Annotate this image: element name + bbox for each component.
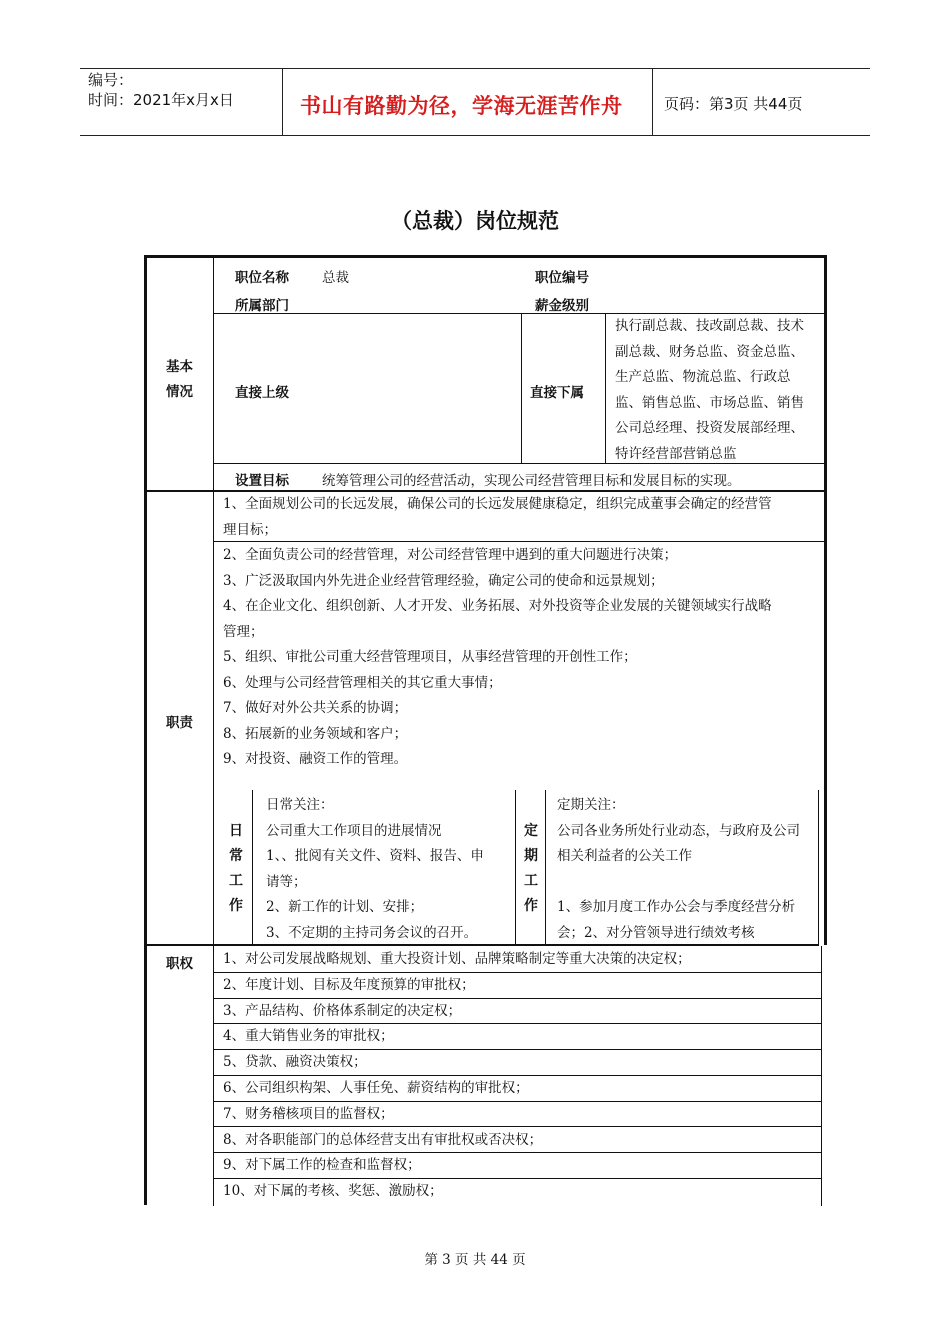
- authority-item: 2、年度计划、目标及年度预算的审批权；: [223, 976, 475, 993]
- subordinate-divider: [605, 313, 606, 463]
- page-footer: 第 3 页 共 44 页: [424, 1252, 526, 1268]
- position-no-label: 职位编号: [535, 270, 589, 286]
- authority-label: 职权: [166, 956, 193, 972]
- duty-line: 1、全面规划公司的长远发展，确保公司的长远发展健康稳定，组织完成董事会确定的经营管: [223, 496, 772, 512]
- goal-value: 统筹管理公司的经营活动，实现公司经营管理目标和发展目标的实现。: [322, 473, 741, 489]
- authority-right-border: [821, 946, 822, 1206]
- periodic-label-divider: [545, 790, 546, 944]
- duties-label: 职责: [166, 715, 193, 731]
- daily-label-char: 工: [229, 873, 243, 889]
- daily-label-divider: [252, 790, 253, 944]
- department-label: 所属部门: [235, 298, 289, 314]
- periodic-line: 定期关注：: [557, 797, 625, 813]
- duty-line: 管理；: [223, 623, 264, 640]
- authority-item: 3、产品结构、价格体系制定的决定权；: [223, 1002, 462, 1019]
- subordinate-label: 直接下属: [530, 385, 584, 401]
- authority-item: 4、重大销售业务的审批权；: [223, 1028, 394, 1045]
- daily-work-label: [224, 819, 248, 919]
- periodic-line: [557, 870, 819, 896]
- daily-label-char: 常: [229, 848, 243, 864]
- header-divider-1: [282, 68, 283, 136]
- header-bottom-rule: [80, 135, 870, 136]
- periodic-work-label: [519, 819, 543, 919]
- header-divider-2: [652, 68, 653, 136]
- duty-item-1: [223, 492, 823, 543]
- authority-item: 5、贷款、融资决策权；: [223, 1054, 367, 1071]
- duty-line: 8、拓展新的业务领域和客户；: [223, 725, 408, 742]
- subordinate-line: 副总裁、财务总监、资金总监、: [615, 343, 804, 360]
- duty-line: 理目标；: [223, 521, 277, 538]
- salary-label: 薪金级别: [535, 298, 589, 314]
- periodic-line: 相关利益者的公关工作: [557, 848, 692, 864]
- authority-item: 8、对各职能部门的总体经营支出有审批权或否决权；: [223, 1131, 543, 1148]
- authority-item: 6、公司组织构架、人事任免、薪资结构的审批权；: [223, 1079, 529, 1096]
- authority-item: 7、财务稽核项目的监督权；: [223, 1105, 394, 1122]
- authority-item: 9、对下属工作的检查和监督权；: [223, 1157, 421, 1174]
- position-name-label: 职位名称: [235, 270, 289, 286]
- periodic-line: 1、参加月度工作办公会与季度经营分析: [557, 899, 796, 915]
- duty-line: 4、在企业文化、组织创新、人才开发、业务拓展、对外投资等企业发展的关键领域实行战略: [223, 598, 772, 614]
- authority-list: [223, 947, 819, 1205]
- superior-label: 直接上级: [235, 385, 289, 401]
- daily-line: 日常关注：: [266, 797, 334, 813]
- daily-label-char: 日: [229, 823, 243, 839]
- header-top-rule: [80, 68, 870, 69]
- duty-line: 5、组织、审批公司重大经营管理项目，从事经营管理的开创性工作；: [223, 649, 637, 665]
- subordinate-list: [615, 314, 825, 467]
- label-col-divider: [213, 258, 214, 944]
- daily-line: 2、新工作的计划、安排；: [266, 899, 424, 915]
- subordinate-line: 生产总监、物流总监、行政总: [615, 369, 791, 385]
- subordinate-line: 公司总经理、投资发展部经理、: [615, 420, 804, 436]
- subordinate-line: 监、销售总监、市场总监、销售: [615, 394, 804, 411]
- periodic-label-char: 定: [524, 823, 538, 839]
- periodic-work-content: [557, 793, 819, 946]
- periodic-label-char: 期: [524, 848, 538, 864]
- periodic-line: 会；2、对分管领导进行绩效考核: [557, 924, 755, 941]
- table-top-border: [144, 255, 827, 258]
- duty-line: 2、全面负责公司的经营管理，对公司经营管理中遇到的重大问题进行决策；: [223, 547, 678, 563]
- daily-line: 1、、批阅有关文件、资料、报告、申: [266, 848, 484, 864]
- doc-time-label: 时间：2021年x月x日: [88, 91, 234, 109]
- daily-line: 公司重大工作项目的进展情况: [266, 822, 442, 839]
- duty-list: [223, 543, 823, 773]
- goal-label: 设置目标: [235, 473, 289, 489]
- subordinate-line: 特许经营部营销总监: [615, 445, 737, 462]
- authority-item: 1、对公司发展战略规划、重大投资计划、品牌策略制定等重大决策的决定权；: [223, 951, 691, 967]
- subordinate-line: 执行副总裁、技改副总裁、技术: [615, 318, 804, 334]
- duty-line: 7、做好对外公共关系的协调；: [223, 700, 408, 716]
- periodic-label-char: 作: [524, 898, 538, 914]
- daily-label-char: 作: [229, 898, 243, 914]
- daily-line: 请等；: [266, 873, 307, 890]
- position-name-value: 总裁: [322, 270, 349, 286]
- daily-periodic-divider: [515, 790, 516, 944]
- basic-label-2: 情况: [166, 384, 193, 400]
- daily-work-content: [266, 793, 514, 946]
- duty-line: 6、处理与公司经营管理相关的其它重大事情；: [223, 674, 502, 691]
- page-title: （总裁）岗位规范: [391, 208, 559, 233]
- doc-number-label: 编号：: [88, 71, 134, 89]
- basic-label-1: 基本: [166, 359, 193, 375]
- duty-line: 9、对投资、融资工作的管理。: [223, 751, 408, 767]
- header-page-info: 页码：第3页 共44页: [664, 95, 803, 113]
- periodic-line: 公司各业务所处行业动态，与政府及公司: [557, 822, 800, 839]
- superior-divider: [521, 313, 522, 463]
- duty-line: 3、广泛汲取国内外先进企业经营管理经验，确定公司的使命和远景规划；: [223, 572, 664, 589]
- authority-item: 10、对下属的考核、奖惩、激励权；: [223, 1183, 443, 1200]
- daily-line: 3、不定期的主持司务会议的召开。: [266, 924, 478, 941]
- header-slogan: 书山有路勤为径，学海无涯苦作舟: [300, 93, 623, 118]
- periodic-label-char: 工: [524, 873, 538, 889]
- table-left-border: [144, 255, 147, 1205]
